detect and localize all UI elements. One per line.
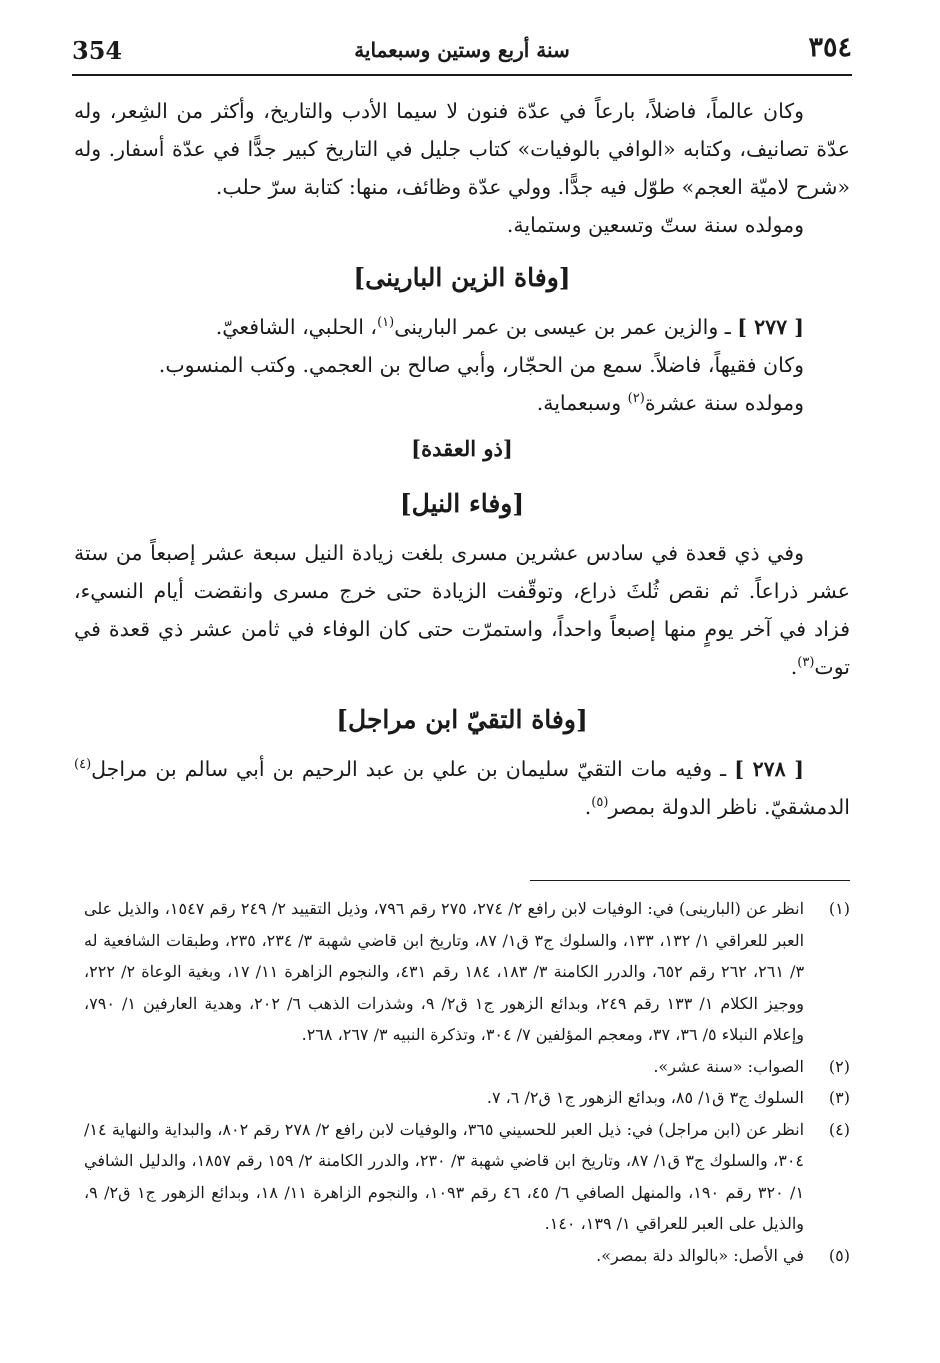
entry-number: [ ٢٧٨ ] <box>734 757 804 781</box>
entry-text-tail: ، الحلبي، الشافعيّ. <box>215 315 378 339</box>
footnote-ref: (٣) <box>797 655 815 671</box>
entry-number: [ ٢٧٧ ] <box>737 315 804 339</box>
footnote-ref: (٥) <box>591 795 609 811</box>
section-heading-ibn-marajil: [وفاة التقيّ ابن مراجل] <box>336 705 588 734</box>
footnote-number: (١) <box>828 899 850 918</box>
page-header <box>72 30 852 76</box>
footnote-number: (٤) <box>828 1119 850 1139</box>
section-heading-zain-barini: [وفاة الزين البارينى] <box>353 263 571 292</box>
footnote-text: انظر عن (ابن مراجل) في: ذيل العبر للحسيني ٣٦٥، والوفيات لابن رافع ٢/ ٢٧٨ رقم ٨٠٢، والبداية والنهاية ١٤/ ٣٠٤، والسلوك ج٣ ق١/ ٨٧، وتاريخ ابن قاضي شهبة ٣/ ٢٣٠، والدرر الكامنة ٢/ ١٥٩ رقم ١٨٥٧، والدليل الشافي ١/ ٣٢٠ رقم ١٩٠، والمنهل الصافي ٦/ ٤٥، ٤٦ رقم ١٠٩٣، والنجوم الزاهرة ١١/ ١٨، وبدائع الزهور ج١ ق٢/ ٩، والذيل على العبر للعراقي ١/ ١٣٩، ١٤٠. <box>84 1119 805 1233</box>
footnote-ref: (١) <box>377 315 395 331</box>
entry-278 <box>74 750 850 826</box>
entry-text: ـ والزين عمر بن عيسى بن عمر البارينى <box>394 315 738 339</box>
section-heading-dhu-al-qida: [ذو العقدة] <box>411 436 513 461</box>
entry-277 <box>74 308 850 346</box>
entry-text-mid: الدمشقيّ. ناظر الدولة بمصر <box>608 795 850 819</box>
paragraph-birth-2 <box>74 384 850 422</box>
entry-text-end: . <box>584 795 592 819</box>
paragraph-nile <box>74 534 850 686</box>
page-number-arabic: ٣٥٤ <box>808 32 852 63</box>
footnote-text: في الأصل: «بالوالد دلة بمصر». <box>596 1245 804 1265</box>
footnote-3 <box>84 1082 850 1114</box>
footnotes <box>84 893 850 1271</box>
footnote-ref: (٢) <box>627 391 645 407</box>
paragraph-birth: ومولده سنة ستّ وتسعين وستماية. <box>506 213 804 237</box>
entry-text: ـ وفيه مات التقيّ سليمان بن علي بن عبد الرحيم بن أبي سالم بن مراجل <box>91 757 735 781</box>
nile-text-end: . <box>790 655 798 679</box>
footnote-number: (٣) <box>828 1088 850 1107</box>
footnote-4 <box>84 1114 850 1240</box>
main-text <box>74 92 850 826</box>
footnote-ref: (٤) <box>74 757 92 773</box>
footnote-divider <box>530 880 850 881</box>
footnote-1 <box>84 893 850 1051</box>
footnote-5 <box>84 1240 850 1272</box>
birth-text-tail: وسبعماية. <box>536 391 628 415</box>
footnote-number: (٥) <box>828 1245 850 1265</box>
paragraph-scholar: وكان فقيهاً، فاضلاً. سمع من الحجّار، وأبي صالح بن العجمي. وكتب المنسوب. <box>158 353 804 377</box>
footnote-2 <box>84 1051 850 1083</box>
running-title: سنة أربع وستين وسبعماية <box>354 38 570 62</box>
footnote-text: انظر عن (البارينى) في: الوفيات لابن رافع ٢/ ٢٧٤، ٢٧٥ رقم ٧٩٦، وذيل التقييد ٢/ ٢٤٩ رقم ١٥٤٧، والذيل على العبر للعراقي ١/ ١٣٢، ١٣٣، والسلوك ج٣ ق١/ ٨٧، وتاريخ ابن قاضي شهبة ٣/ ٢٣٤، ٢٣٥، وطبقات الشافعية له ٣/ ٢٦١، ٢٦٢ رقم ٦٥٢، والدرر الكامنة ٣/ ١٨٣، ١٨٤ رقم ٤٣١، والنجوم الزاهرة ١١/ ١٧، وبغية الوعاة ٢/ ٢٢٢، ووجيز الكلام ١/ ١٣٣ رقم ٢٤٩، وبدائع الزهور ج١ ق٢/ ٩، وشذرات الذهب ٦/ ٢٠٢، وهدية العارفين ١/ ٧٩٠، وإعلام النبلاء ٥/ ٣٦، ٣٧، ومعجم المؤلفين ٧/ ٣٠٤، وتذكرة النبيه ٣/ ٢٦٧، ٢٦٨. <box>84 899 805 1044</box>
birth-text: ومولده سنة عشرة <box>644 391 804 415</box>
paragraph-biography: وكان عالماً، فاضلاً، بارعاً في عدّة فنون لا سيما الأدب والتاريخ، وأكثر من الشِعر، وله عدّة تصانيف، وكتابه «الوافي بالوفيات» كتاب جليل في التاريخ كبير جدًّا في عدّة أسفار. وله «شرح لاميّة العجم» طوّل فيه جدًّا. وولي عدّة وظائف، منها: كتابة سرّ حلب. <box>74 99 850 199</box>
nile-text: وفي ذي قعدة في سادس عشرين مسرى بلغت زيادة النيل سبعة عشر إصبعاً من ستة عشر ذراعاً. ثم نقص ثُلثَ ذراع، وتوقّفت الزيادة حتى خرج مسرى وانقضت أيام النسيء، فزاد في آخر يومٍ منها إصبعاً واحداً، واستمرّت حتى كان الوفاء في ثامن عشر ذي قعدة في توت <box>74 541 850 679</box>
page-number-latin: 354 <box>72 36 123 65</box>
section-heading-nile-flood: [وفاء النيل] <box>399 489 525 518</box>
footnote-text: الصواب: «سنة عشر». <box>653 1056 804 1076</box>
footnote-text: السلوك ج٣ ق١/ ٨٥، وبدائع الزهور ج١ ق٢/ ٦، ٧. <box>486 1088 804 1107</box>
footnote-number: (٢) <box>828 1056 850 1076</box>
